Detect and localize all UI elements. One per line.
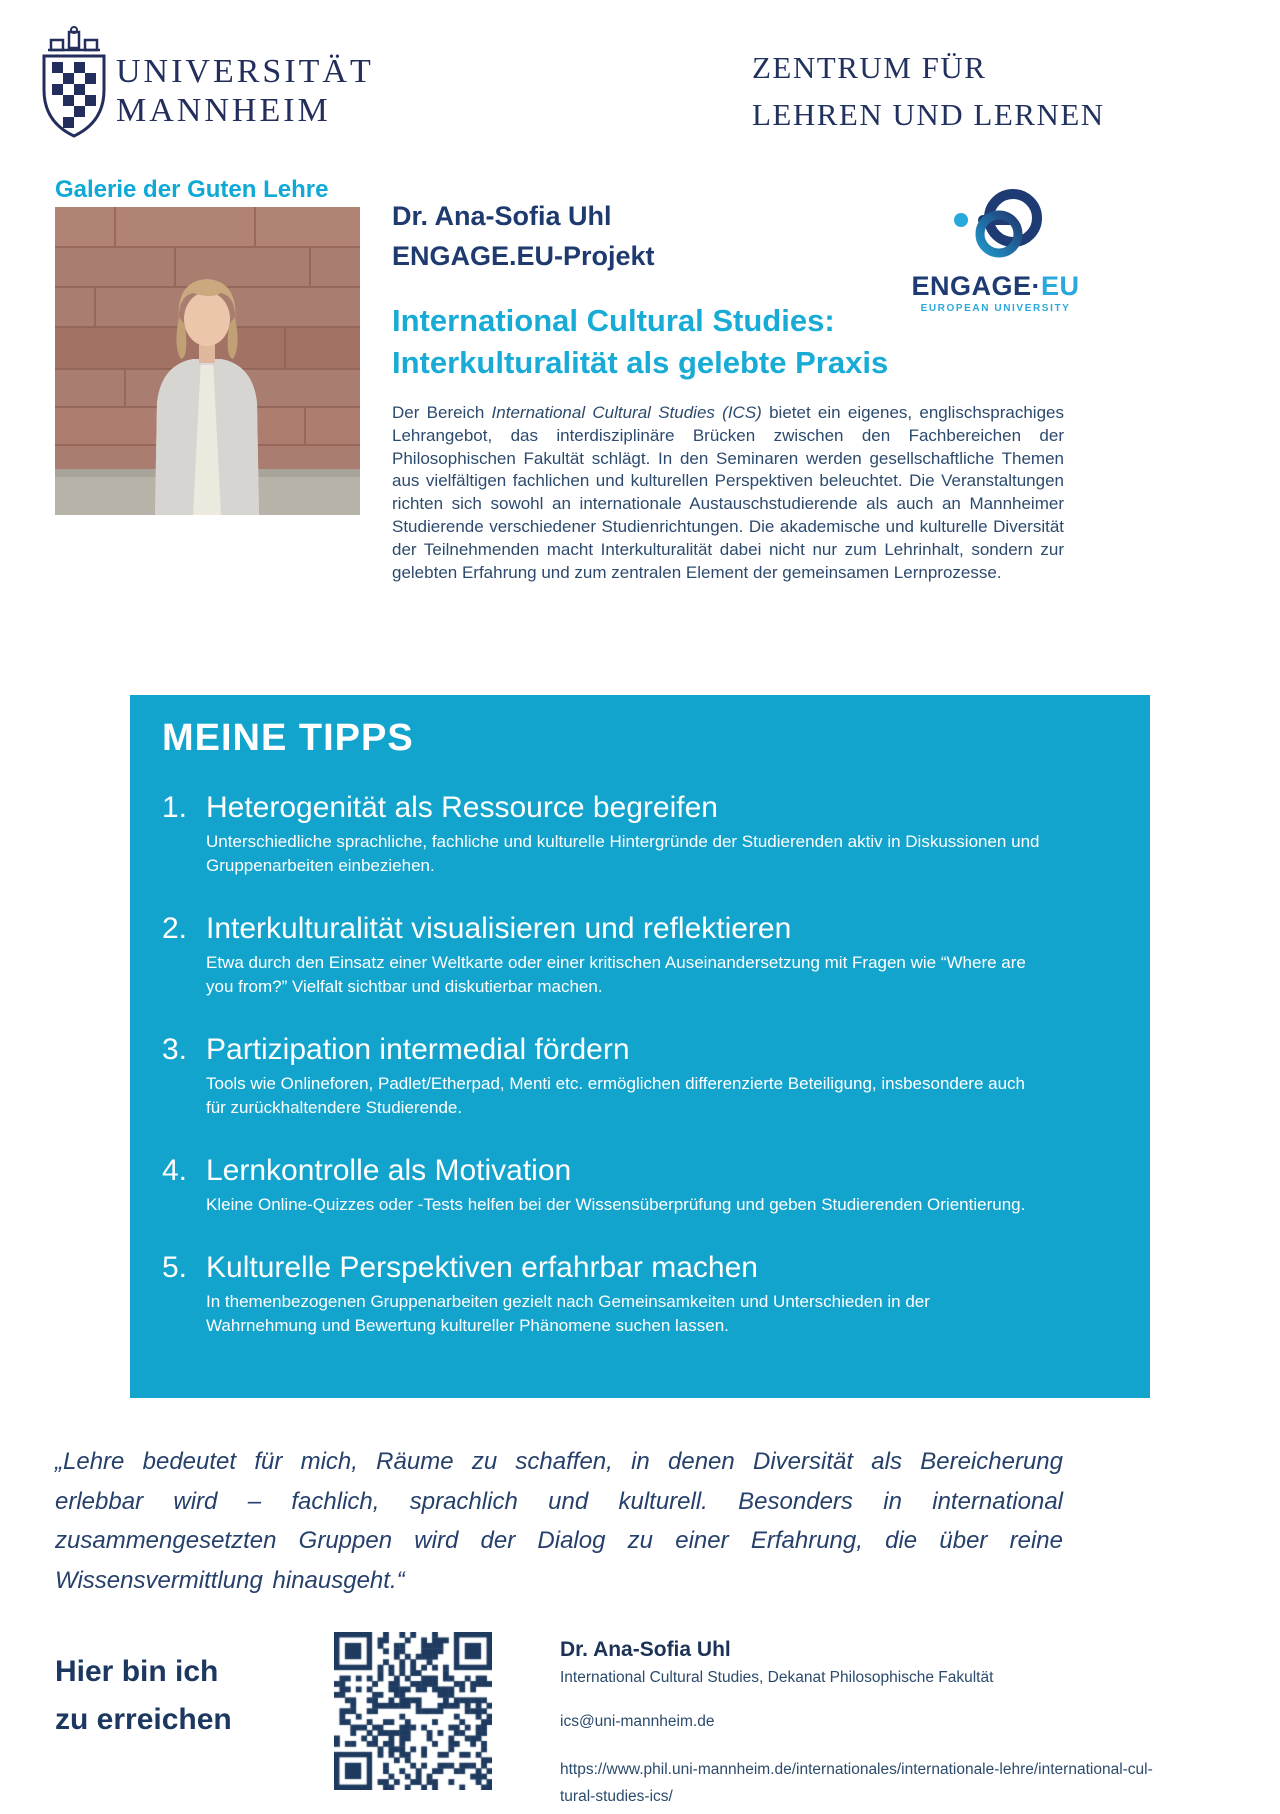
tip-title: Partizipation intermedial fördern (206, 1033, 630, 1066)
university-wordmark-line1: UNIVERSITÄT (116, 53, 374, 90)
tip-item-1 (162, 789, 1100, 878)
intro-prefix: Der Bereich (392, 403, 492, 422)
tip-title: Lernkontrolle als Motivation (206, 1154, 572, 1187)
portrait-photo (55, 207, 360, 515)
profile-name: Dr. Ana-Sofia Uhl (392, 201, 612, 231)
contact-block (560, 1638, 1250, 1810)
university-wordmark-line2: MANNHEIM (116, 92, 331, 129)
tip-number: 1. (162, 791, 188, 824)
engage-eu-logo-mark (941, 184, 1051, 266)
contact-affiliation: International Cultural Studies, Dekanat Philosophische Fakultät (560, 1669, 994, 1686)
engage-eu-wordmark: ENGAGE·EU (911, 271, 1080, 301)
gallery-label: Galerie der Guten Lehre (55, 176, 329, 203)
contact-heading-line1: Hier bin ich (55, 1655, 219, 1688)
contact-url-line2: tural-studies-ics/ (560, 1788, 673, 1805)
contact-name: Dr. Ana-Sofia Uhl (560, 1638, 731, 1661)
tip-item-3 (162, 1031, 1100, 1120)
center-name-line1: ZENTRUM FÜR (752, 50, 987, 85)
center-name (752, 44, 1105, 138)
tips-box (130, 695, 1150, 1398)
contact-heading-line2: zu erreichen (55, 1703, 232, 1736)
university-wordmark (116, 52, 374, 130)
profile-project: ENGAGE.EU-Projekt (392, 241, 655, 271)
tip-item-2 (162, 910, 1100, 999)
profile-name-block (392, 196, 655, 276)
page-title-line1: International Cultural Studies: (392, 303, 835, 338)
quote-text: „Lehre bedeutet für mich, Räume zu schaffen, in denen Diversität als Bereicherung erlebbar wird – fachlich, sprachlich und kulturell. Besonders in international zusammengesetzten Gruppen wird der Dialog zu einer Erfahrung, die über reine Wissensvermittlung hinausgeht.“ (55, 1448, 1063, 1594)
qr-code (334, 1632, 492, 1790)
tip-description: Tools wie Onlineforen, Padlet/Etherpad, Menti etc. ermöglichen differenzierte Beteiligung, insbesondere auch für zurückhaltendere Studierende. (206, 1074, 1026, 1117)
tip-item-5 (162, 1249, 1100, 1338)
tip-title: Heterogenität als Ressource begreifen (206, 791, 718, 824)
page-title (392, 300, 888, 384)
contact-heading (55, 1648, 232, 1744)
tip-title: Interkulturalität visualisieren und reflektieren (206, 912, 792, 945)
intro-italic: International Cultural Studies (ICS) (491, 403, 762, 422)
intro-rest: bietet ein eigenes, englischsprachiges Lehrangebot, das interdisziplinäre Brücken zwischen den Fachbereichen der Philosophischen Fakultät schlägt. In den Seminaren werden gesellschaftliche Themen aus vielfältigen fachlichen und kulturellen Perspektiven beleuchtet. Die Veranstaltungen richten sich sowohl an internationale Austauschstudierende als auch an Mannheimer Studierende verschiedener Studienrichtungen. Die akademische und kulturelle Diversität der Teilnehmenden macht Interkulturalität dabei nicht nur zum Lehrinhalt, sondern zur gelebten Erfahrung und zum zentralen Element der gemeinsamen Lernprozesse. (392, 403, 1064, 582)
tip-number: 5. (162, 1251, 188, 1284)
center-name-line2: LEHREN UND LERNEN (752, 97, 1105, 132)
tip-description: Etwa durch den Einsatz einer Weltkarte oder einer kritischen Auseinandersetzung mit Fragen wie “Where are you from?” Vielfalt sichtbar und diskutierbar machen. (206, 953, 1026, 996)
contact-url (560, 1756, 1250, 1810)
intro-paragraph (392, 402, 1064, 584)
contact-email: ics@uni-mannheim.de (560, 1713, 715, 1730)
university-crest-icon (38, 26, 110, 149)
tip-number: 4. (162, 1154, 188, 1187)
contact-url-line1: https://www.phil.uni-mannheim.de/internationales/internationale-lehre/international-cul- (560, 1761, 1153, 1778)
tip-item-4 (162, 1152, 1100, 1217)
tips-heading: MEINE TIPPS (162, 717, 414, 759)
tip-description: Kleine Online-Quizzes oder -Tests helfen bei der Wissensüberprüfung und geben Studierenden Orientierung. (206, 1195, 1026, 1214)
tip-description: In themenbezogenen Gruppenarbeiten gezielt nach Gemeinsamkeiten und Unterschieden in der Wahrnehmung und Bewertung kultureller Phänomene suchen lassen. (206, 1292, 930, 1335)
engage-eu-subtitle: EUROPEAN UNIVERSITY (920, 303, 1071, 314)
engage-eu-logo (903, 184, 1088, 314)
tip-number: 3. (162, 1033, 188, 1066)
tip-description: Unterschiedliche sprachliche, fachliche und kulturelle Hintergründe der Studierenden aktiv in Diskussionen und Gruppenarbeiten einbeziehen. (206, 832, 1040, 875)
page-title-line2: Interkulturalität als gelebte Praxis (392, 345, 889, 380)
tip-number: 2. (162, 912, 188, 945)
tip-title: Kulturelle Perspektiven erfahrbar machen (206, 1251, 758, 1284)
